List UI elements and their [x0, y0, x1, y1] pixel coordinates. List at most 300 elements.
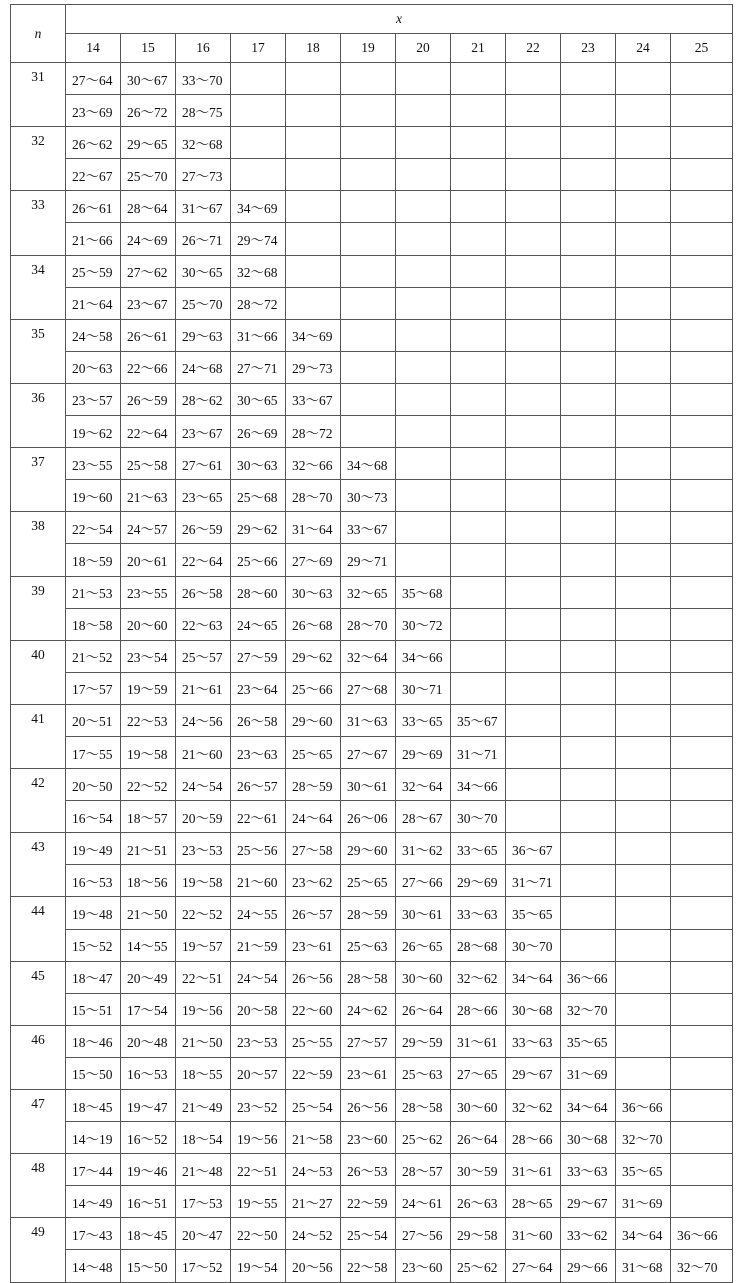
- interval-cell: 36～66: [671, 1218, 733, 1250]
- interval-cell: [396, 127, 451, 159]
- interval-cell: 29～69: [451, 865, 506, 897]
- interval-cell: 28～58: [396, 1090, 451, 1122]
- interval-cell: 29～65: [121, 127, 176, 159]
- interval-cell: 21～52: [66, 640, 121, 672]
- interval-cell: 20～59: [176, 801, 231, 833]
- interval-cell: [671, 480, 733, 512]
- interval-cell: 33～67: [341, 512, 396, 544]
- interval-cell: [561, 640, 616, 672]
- interval-cell: 33～63: [561, 1154, 616, 1186]
- interval-cell: 26～59: [176, 512, 231, 544]
- interval-cell: [286, 63, 341, 95]
- interval-cell: [616, 223, 671, 255]
- interval-cell: [341, 351, 396, 383]
- interval-cell: [341, 319, 396, 351]
- interval-cell: [671, 833, 733, 865]
- interval-cell: 28～60: [231, 576, 286, 608]
- table-row: [11, 897, 733, 929]
- interval-cell: [451, 544, 506, 576]
- table-row: [11, 544, 733, 576]
- n-value-cell: 32: [11, 127, 66, 159]
- interval-cell: 28～68: [451, 929, 506, 961]
- interval-cell: [506, 576, 561, 608]
- n-value-cell: [11, 993, 66, 1025]
- interval-cell: 28～66: [451, 993, 506, 1025]
- interval-cell: [561, 769, 616, 801]
- interval-cell: 14～55: [121, 929, 176, 961]
- table-row: [11, 287, 733, 319]
- interval-cell: 19～47: [121, 1090, 176, 1122]
- n-value-cell: 36: [11, 383, 66, 415]
- interval-cell: [616, 704, 671, 736]
- table-row: [11, 127, 733, 159]
- interval-cell: 33～63: [506, 1025, 561, 1057]
- interval-cell: 30～63: [286, 576, 341, 608]
- interval-cell: 21～50: [176, 1025, 231, 1057]
- interval-cell: 28～70: [341, 608, 396, 640]
- interval-cell: [451, 448, 506, 480]
- interval-cell: 20～63: [66, 351, 121, 383]
- interval-cell: 30～73: [341, 480, 396, 512]
- interval-cell: 32～70: [671, 1250, 733, 1282]
- interval-cell: 21～63: [121, 480, 176, 512]
- x-value-header: 17: [231, 34, 286, 63]
- interval-cell: 36～66: [561, 961, 616, 993]
- interval-cell: 20～48: [121, 1025, 176, 1057]
- n-value-cell: [11, 1057, 66, 1089]
- table-row: [11, 576, 733, 608]
- n-value-cell: 37: [11, 448, 66, 480]
- interval-cell: [561, 127, 616, 159]
- interval-cell: 23～69: [66, 95, 121, 127]
- interval-cell: 30～65: [231, 383, 286, 415]
- interval-cell: [506, 512, 561, 544]
- table-row: [11, 929, 733, 961]
- interval-cell: 27～62: [121, 255, 176, 287]
- interval-cell: 24～69: [121, 223, 176, 255]
- table-row: [11, 63, 733, 95]
- interval-cell: [561, 416, 616, 448]
- table-header: [11, 5, 733, 63]
- interval-cell: 24～53: [286, 1154, 341, 1186]
- interval-cell: [616, 448, 671, 480]
- interval-cell: 29～74: [231, 223, 286, 255]
- interval-cell: 22～67: [66, 159, 121, 191]
- n-value-cell: 40: [11, 640, 66, 672]
- interval-cell: [561, 865, 616, 897]
- n-column-header: n: [11, 5, 66, 63]
- interval-cell: [506, 448, 561, 480]
- table-body: [11, 63, 733, 1283]
- interval-cell: 21～60: [231, 865, 286, 897]
- interval-cell: [561, 448, 616, 480]
- interval-cell: 28～65: [506, 1186, 561, 1218]
- interval-cell: 30～67: [121, 63, 176, 95]
- interval-cell: 23～61: [341, 1057, 396, 1089]
- interval-cell: 19～62: [66, 416, 121, 448]
- interval-cell: 14～19: [66, 1122, 121, 1154]
- interval-cell: 22～51: [176, 961, 231, 993]
- interval-cell: 34～69: [286, 319, 341, 351]
- interval-cell: 31～62: [396, 833, 451, 865]
- interval-cell: 28～72: [286, 416, 341, 448]
- interval-cell: [616, 897, 671, 929]
- n-value-cell: 41: [11, 704, 66, 736]
- interval-cell: 25～54: [286, 1090, 341, 1122]
- interval-cell: 35～65: [506, 897, 561, 929]
- interval-cell: [451, 127, 506, 159]
- interval-cell: [616, 416, 671, 448]
- interval-cell: 30～68: [506, 993, 561, 1025]
- interval-cell: 27～56: [396, 1218, 451, 1250]
- table-row: [11, 223, 733, 255]
- n-value-cell: 46: [11, 1025, 66, 1057]
- interval-cell: 26～57: [286, 897, 341, 929]
- n-value-cell: 35: [11, 319, 66, 351]
- n-value-cell: 42: [11, 769, 66, 801]
- interval-cell: 33～62: [561, 1218, 616, 1250]
- interval-cell: 27～73: [176, 159, 231, 191]
- interval-cell: 29～69: [396, 736, 451, 768]
- interval-cell: 25～59: [66, 255, 121, 287]
- interval-cell: 36～66: [616, 1090, 671, 1122]
- interval-cell: [286, 95, 341, 127]
- interval-cell: [671, 993, 733, 1025]
- n-value-cell: [11, 865, 66, 897]
- interval-cell: 33～63: [451, 897, 506, 929]
- interval-cell: [451, 159, 506, 191]
- n-value-cell: 38: [11, 512, 66, 544]
- interval-cell: 28～66: [506, 1122, 561, 1154]
- interval-cell: 30～71: [396, 672, 451, 704]
- interval-cell: 23～53: [176, 833, 231, 865]
- n-value-cell: [11, 801, 66, 833]
- interval-cell: 26～65: [396, 929, 451, 961]
- interval-cell: 21～61: [176, 672, 231, 704]
- interval-cell: 18～59: [66, 544, 121, 576]
- interval-cell: 15～50: [121, 1250, 176, 1282]
- interval-cell: [671, 1025, 733, 1057]
- interval-cell: 29～60: [341, 833, 396, 865]
- x-value-header: 15: [121, 34, 176, 63]
- interval-cell: 30～70: [506, 929, 561, 961]
- interval-cell: 34～64: [561, 1090, 616, 1122]
- interval-cell: [451, 416, 506, 448]
- interval-cell: 27～59: [231, 640, 286, 672]
- interval-cell: 24～65: [231, 608, 286, 640]
- interval-cell: [231, 63, 286, 95]
- interval-cell: 19～56: [176, 993, 231, 1025]
- interval-cell: 34～64: [616, 1218, 671, 1250]
- interval-cell: 23～52: [231, 1090, 286, 1122]
- interval-cell: 24～58: [66, 319, 121, 351]
- interval-cell: 17～43: [66, 1218, 121, 1250]
- n-value-cell: 44: [11, 897, 66, 929]
- interval-cell: 23～61: [286, 929, 341, 961]
- interval-cell: 21～50: [121, 897, 176, 929]
- interval-cell: [561, 159, 616, 191]
- table-row: [11, 672, 733, 704]
- interval-cell: [396, 191, 451, 223]
- interval-cell: 27～57: [341, 1025, 396, 1057]
- n-value-cell: [11, 287, 66, 319]
- interval-cell: 22～54: [66, 512, 121, 544]
- interval-cell: 30～60: [451, 1090, 506, 1122]
- interval-cell: 24～57: [121, 512, 176, 544]
- table-row: [11, 1154, 733, 1186]
- n-value-cell: 39: [11, 576, 66, 608]
- interval-cell: 22～52: [176, 897, 231, 929]
- interval-cell: [561, 512, 616, 544]
- n-value-cell: 33: [11, 191, 66, 223]
- interval-cell: 25～63: [341, 929, 396, 961]
- interval-cell: [671, 512, 733, 544]
- interval-cell: 15～51: [66, 993, 121, 1025]
- interval-cell: [451, 672, 506, 704]
- interval-cell: 16～53: [121, 1057, 176, 1089]
- interval-cell: [506, 736, 561, 768]
- n-value-cell: [11, 544, 66, 576]
- table-row: [11, 993, 733, 1025]
- interval-cell: [396, 255, 451, 287]
- interval-cell: 28～72: [231, 287, 286, 319]
- interval-cell: 24～61: [396, 1186, 451, 1218]
- interval-cell: 28～70: [286, 480, 341, 512]
- interval-cell: [616, 1057, 671, 1089]
- interval-cell: 26～59: [121, 383, 176, 415]
- interval-cell: [671, 287, 733, 319]
- interval-cell: [506, 127, 561, 159]
- interval-cell: [616, 351, 671, 383]
- interval-cell: 30～61: [396, 897, 451, 929]
- interval-cell: 19～55: [231, 1186, 286, 1218]
- interval-cell: 27～64: [66, 63, 121, 95]
- interval-cell: [671, 448, 733, 480]
- interval-cell: [671, 1090, 733, 1122]
- interval-cell: [451, 63, 506, 95]
- interval-cell: [341, 191, 396, 223]
- interval-cell: 23～62: [286, 865, 341, 897]
- interval-cell: [561, 833, 616, 865]
- interval-cell: 26～58: [176, 576, 231, 608]
- interval-cell: [506, 223, 561, 255]
- interval-cell: 28～59: [341, 897, 396, 929]
- interval-cell: 28～64: [121, 191, 176, 223]
- interval-cell: [341, 159, 396, 191]
- table-row: [11, 961, 733, 993]
- interval-cell: [671, 544, 733, 576]
- interval-cell: 32～70: [616, 1122, 671, 1154]
- table-row: [11, 512, 733, 544]
- interval-cell: 35～68: [396, 576, 451, 608]
- interval-cell: 19～48: [66, 897, 121, 929]
- interval-cell: [451, 287, 506, 319]
- table-row: [11, 319, 733, 351]
- interval-cell: [561, 736, 616, 768]
- interval-cell: [506, 416, 561, 448]
- n-value-cell: [11, 929, 66, 961]
- interval-cell: 35～65: [561, 1025, 616, 1057]
- interval-cell: 22～59: [341, 1186, 396, 1218]
- interval-cell: 23～63: [231, 736, 286, 768]
- interval-cell: [506, 480, 561, 512]
- interval-cell: [506, 544, 561, 576]
- interval-cell: 32～68: [176, 127, 231, 159]
- interval-cell: [616, 319, 671, 351]
- n-value-cell: 45: [11, 961, 66, 993]
- interval-cell: [451, 512, 506, 544]
- interval-cell: 25～70: [121, 159, 176, 191]
- interval-cell: 15～50: [66, 1057, 121, 1089]
- interval-cell: 19～58: [176, 865, 231, 897]
- interval-cell: [451, 223, 506, 255]
- interval-cell: 18～58: [66, 608, 121, 640]
- interval-cell: [561, 576, 616, 608]
- interval-cell: 20～51: [66, 704, 121, 736]
- interval-cell: 16～54: [66, 801, 121, 833]
- interval-cell: 19～46: [121, 1154, 176, 1186]
- interval-cell: [561, 63, 616, 95]
- interval-cell: 29～59: [396, 1025, 451, 1057]
- interval-cell: [561, 672, 616, 704]
- interval-cell: 22～66: [121, 351, 176, 383]
- interval-cell: 21～64: [66, 287, 121, 319]
- n-value-cell: 34: [11, 255, 66, 287]
- interval-cell: 26～57: [231, 769, 286, 801]
- interval-cell: [671, 961, 733, 993]
- interval-cell: [396, 95, 451, 127]
- interval-cell: [671, 608, 733, 640]
- interval-cell: [341, 63, 396, 95]
- interval-cell: [286, 223, 341, 255]
- interval-cell: [506, 159, 561, 191]
- interval-cell: 27～67: [341, 736, 396, 768]
- interval-cell: [616, 95, 671, 127]
- interval-cell: [671, 416, 733, 448]
- interval-cell: 22～59: [286, 1057, 341, 1089]
- interval-cell: 25～65: [286, 736, 341, 768]
- interval-cell: 30～59: [451, 1154, 506, 1186]
- x-value-header: 20: [396, 34, 451, 63]
- interval-cell: 21～27: [286, 1186, 341, 1218]
- interval-cell: 27～68: [341, 672, 396, 704]
- interval-cell: [286, 159, 341, 191]
- interval-cell: [671, 1154, 733, 1186]
- table-row: [11, 159, 733, 191]
- interval-cell: 33～70: [176, 63, 231, 95]
- table-row: [11, 801, 733, 833]
- interval-cell: 22～51: [231, 1154, 286, 1186]
- interval-cell: 14～48: [66, 1250, 121, 1282]
- interval-cell: 26～68: [286, 608, 341, 640]
- interval-cell: 25～63: [396, 1057, 451, 1089]
- interval-cell: [671, 63, 733, 95]
- interval-cell: 20～58: [231, 993, 286, 1025]
- interval-cell: 29～62: [231, 512, 286, 544]
- interval-cell: [616, 512, 671, 544]
- interval-cell: 27～65: [451, 1057, 506, 1089]
- interval-cell: [671, 897, 733, 929]
- interval-cell: 32～70: [561, 993, 616, 1025]
- interval-cell: 24～62: [341, 993, 396, 1025]
- interval-cell: 21～59: [231, 929, 286, 961]
- interval-cell: [671, 159, 733, 191]
- interval-cell: [561, 544, 616, 576]
- interval-cell: [561, 319, 616, 351]
- interval-cell: 31～69: [561, 1057, 616, 1089]
- interval-cell: 16～53: [66, 865, 121, 897]
- interval-cell: [506, 383, 561, 415]
- interval-cell: [286, 255, 341, 287]
- interval-cell: 25～62: [451, 1250, 506, 1282]
- interval-cell: 29～67: [506, 1057, 561, 1089]
- interval-cell: [506, 287, 561, 319]
- interval-cell: [451, 640, 506, 672]
- interval-cell: 17～57: [66, 672, 121, 704]
- interval-cell: [396, 544, 451, 576]
- interval-cell: 21～51: [121, 833, 176, 865]
- interval-cell: [506, 769, 561, 801]
- n-value-cell: [11, 480, 66, 512]
- interval-cell: [671, 640, 733, 672]
- interval-cell: 30～72: [396, 608, 451, 640]
- x-value-header: 25: [671, 34, 733, 63]
- interval-cell: 18～46: [66, 1025, 121, 1057]
- interval-cell: 26～56: [286, 961, 341, 993]
- interval-cell: [616, 736, 671, 768]
- x-value-header: 23: [561, 34, 616, 63]
- interval-cell: 21～58: [286, 1122, 341, 1154]
- interval-cell: 32～62: [451, 961, 506, 993]
- interval-cell: 27～69: [286, 544, 341, 576]
- interval-cell: [396, 480, 451, 512]
- interval-cell: 28～67: [396, 801, 451, 833]
- interval-cell: 29～73: [286, 351, 341, 383]
- interval-cell: 30～63: [231, 448, 286, 480]
- interval-cell: [616, 640, 671, 672]
- interval-cell: 29～67: [561, 1186, 616, 1218]
- interval-cell: 31～64: [286, 512, 341, 544]
- interval-cell: 34～68: [341, 448, 396, 480]
- interval-cell: [451, 351, 506, 383]
- interval-cell: 32～68: [231, 255, 286, 287]
- interval-cell: 33～65: [396, 704, 451, 736]
- interval-cell: 22～63: [176, 608, 231, 640]
- interval-cell: 23～55: [66, 448, 121, 480]
- interval-cell: [506, 608, 561, 640]
- interval-cell: 23～55: [121, 576, 176, 608]
- interval-cell: [616, 833, 671, 865]
- interval-cell: [506, 704, 561, 736]
- interval-cell: [231, 95, 286, 127]
- interval-cell: 23～54: [121, 640, 176, 672]
- x-value-header: 14: [66, 34, 121, 63]
- interval-cell: 18～55: [176, 1057, 231, 1089]
- interval-cell: [671, 223, 733, 255]
- interval-cell: 31～66: [231, 319, 286, 351]
- interval-cell: [671, 929, 733, 961]
- interval-cell: 28～62: [176, 383, 231, 415]
- interval-cell: 17～54: [121, 993, 176, 1025]
- n-value-cell: [11, 608, 66, 640]
- table-row: [11, 833, 733, 865]
- interval-cell: 24～54: [231, 961, 286, 993]
- table-row: [11, 769, 733, 801]
- n-value-cell: 43: [11, 833, 66, 865]
- interval-cell: [616, 865, 671, 897]
- interval-cell: 18～57: [121, 801, 176, 833]
- interval-cell: 31～61: [506, 1154, 561, 1186]
